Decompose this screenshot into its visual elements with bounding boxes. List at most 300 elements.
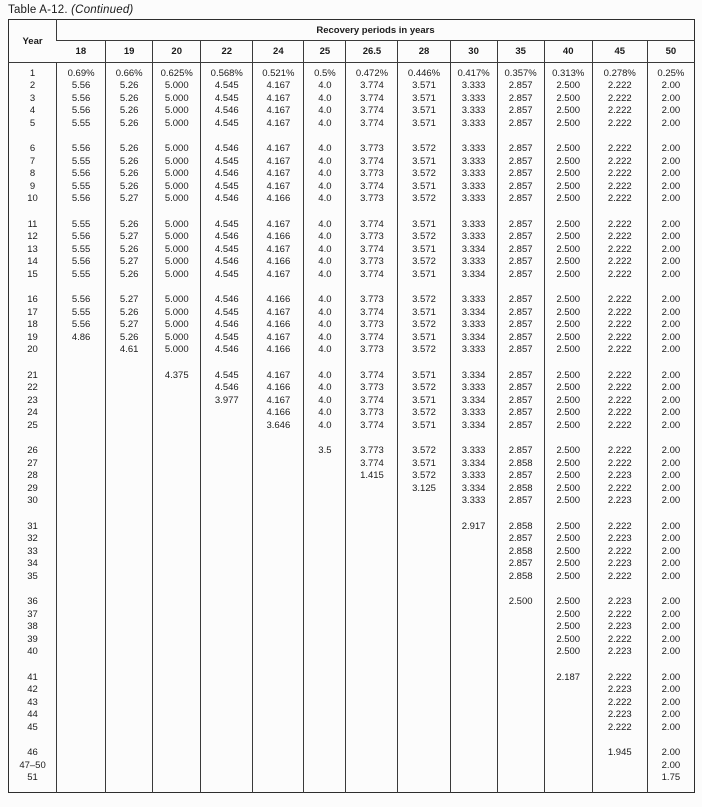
value-cell-19yr: 5.27 bbox=[106, 256, 153, 269]
value-cell-19yr: 5.26 bbox=[106, 306, 153, 319]
value-cell-20yr: 5.000 bbox=[153, 117, 201, 130]
spacer-cell bbox=[201, 658, 253, 671]
value-cell-28yr bbox=[398, 608, 450, 621]
value-cell-35yr: 2.857 bbox=[497, 193, 544, 206]
value-cell-30yr: 3.334 bbox=[450, 419, 497, 432]
value-cell-19yr bbox=[106, 470, 153, 483]
spacer-cell bbox=[450, 281, 497, 294]
spacer-cell bbox=[450, 734, 497, 747]
value-cell-22yr: 4.546 bbox=[201, 105, 253, 118]
spacer-cell bbox=[450, 658, 497, 671]
value-cell-18yr bbox=[57, 445, 106, 458]
value-cell-35yr: 2.857 bbox=[497, 117, 544, 130]
value-cell-26.5yr: 3.773 bbox=[346, 407, 398, 420]
value-cell-40yr: 2.500 bbox=[544, 92, 592, 105]
value-cell-24yr bbox=[253, 684, 304, 697]
spacer-cell bbox=[544, 658, 592, 671]
value-cell-26.5yr bbox=[346, 596, 398, 609]
value-cell-40yr: 2.500 bbox=[544, 545, 592, 558]
table-row-year-26 bbox=[9, 445, 695, 458]
value-cell-25yr: 4.0 bbox=[304, 117, 346, 130]
value-cell-28yr: 3.571 bbox=[398, 369, 450, 382]
value-cell-26.5yr bbox=[346, 545, 398, 558]
value-cell-25yr: 4.0 bbox=[304, 369, 346, 382]
value-cell-45yr: 0.278% bbox=[592, 67, 647, 80]
value-cell-19yr bbox=[106, 621, 153, 634]
value-cell-18yr bbox=[57, 545, 106, 558]
table-row-year-12 bbox=[9, 231, 695, 244]
value-cell-19yr bbox=[106, 445, 153, 458]
value-cell-26.5yr bbox=[346, 520, 398, 533]
value-cell-26.5yr bbox=[346, 621, 398, 634]
year-cell: 13 bbox=[27, 243, 38, 255]
value-cell-18yr: 5.55 bbox=[57, 155, 106, 168]
table-row-year-29 bbox=[9, 482, 695, 495]
column-header-28: 28 bbox=[398, 41, 450, 63]
value-cell-35yr: 2.857 bbox=[497, 256, 544, 269]
value-cell-35yr: 2.858 bbox=[497, 520, 544, 533]
value-cell-22yr bbox=[201, 608, 253, 621]
value-cell-30yr: 3.333 bbox=[450, 168, 497, 181]
value-cell-30yr: 3.333 bbox=[450, 143, 497, 156]
column-header-45: 45 bbox=[592, 41, 647, 63]
value-cell-45yr: 2.222 bbox=[592, 520, 647, 533]
value-cell-45yr: 2.222 bbox=[592, 671, 647, 684]
spacer-cell bbox=[346, 432, 398, 445]
value-cell-24yr bbox=[253, 621, 304, 634]
value-cell-28yr bbox=[398, 696, 450, 709]
group-spacer-row bbox=[9, 130, 695, 143]
value-cell-35yr: 2.857 bbox=[497, 382, 544, 395]
value-cell-50yr: 2.00 bbox=[647, 721, 694, 734]
value-cell-50yr: 2.00 bbox=[647, 520, 694, 533]
year-cell: 14 bbox=[27, 256, 38, 267]
value-cell-20yr bbox=[153, 457, 201, 470]
value-cell-30yr: 3.333 bbox=[450, 231, 497, 244]
spacer-cell bbox=[592, 205, 647, 218]
value-cell-22yr bbox=[201, 495, 253, 508]
value-cell-22yr bbox=[201, 646, 253, 659]
value-cell-19yr bbox=[106, 633, 153, 646]
spacer-cell bbox=[153, 784, 201, 793]
value-cell-40yr: 2.500 bbox=[544, 369, 592, 382]
value-cell-45yr: 2.223 bbox=[592, 709, 647, 722]
value-cell-28yr: 3.572 bbox=[398, 319, 450, 332]
value-cell-22yr: 3.977 bbox=[201, 394, 253, 407]
value-cell-19yr: 5.27 bbox=[106, 319, 153, 332]
value-cell-22yr bbox=[201, 684, 253, 697]
value-cell-20yr bbox=[153, 482, 201, 495]
value-cell-40yr: 2.500 bbox=[544, 80, 592, 93]
spacer-cell bbox=[544, 281, 592, 294]
value-cell-18yr bbox=[57, 344, 106, 357]
value-cell-24yr bbox=[253, 646, 304, 659]
value-cell-24yr bbox=[253, 495, 304, 508]
value-cell-18yr bbox=[57, 621, 106, 634]
spacer-cell bbox=[153, 432, 201, 445]
value-cell-22yr: 0.568% bbox=[201, 67, 253, 80]
value-cell-25yr bbox=[304, 709, 346, 722]
spacer-cell bbox=[201, 356, 253, 369]
value-cell-45yr: 2.222 bbox=[592, 344, 647, 357]
value-cell-45yr: 2.222 bbox=[592, 608, 647, 621]
value-cell-25yr: 4.0 bbox=[304, 180, 346, 193]
spacer-cell bbox=[398, 205, 450, 218]
spacer-cell bbox=[57, 130, 106, 143]
value-cell-24yr: 4.166 bbox=[253, 193, 304, 206]
value-cell-25yr: 4.0 bbox=[304, 105, 346, 118]
value-cell-22yr bbox=[201, 721, 253, 734]
value-cell-35yr bbox=[497, 671, 544, 684]
table-row-year-23 bbox=[9, 394, 695, 407]
value-cell-25yr bbox=[304, 520, 346, 533]
value-cell-45yr: 2.222 bbox=[592, 218, 647, 231]
value-cell-24yr: 0.521% bbox=[253, 67, 304, 80]
table-row-year-22 bbox=[9, 382, 695, 395]
value-cell-30yr bbox=[450, 772, 497, 785]
table-row-year-41 bbox=[9, 671, 695, 684]
value-cell-28yr: 3.571 bbox=[398, 105, 450, 118]
value-cell-20yr bbox=[153, 407, 201, 420]
spacer-cell bbox=[253, 583, 304, 596]
value-cell-45yr: 2.222 bbox=[592, 394, 647, 407]
value-cell-25yr bbox=[304, 671, 346, 684]
value-cell-19yr bbox=[106, 570, 153, 583]
table-row-year-40 bbox=[9, 646, 695, 659]
spacer-cell bbox=[592, 658, 647, 671]
table-row-year-17 bbox=[9, 306, 695, 319]
column-header-20: 20 bbox=[153, 41, 201, 63]
spacer-cell bbox=[450, 583, 497, 596]
value-cell-35yr: 2.857 bbox=[497, 155, 544, 168]
value-cell-20yr: 5.000 bbox=[153, 256, 201, 269]
value-cell-26.5yr bbox=[346, 721, 398, 734]
spacer-cell bbox=[9, 205, 57, 218]
spacer-cell bbox=[9, 734, 57, 747]
group-spacer-row bbox=[9, 658, 695, 671]
value-cell-50yr: 2.00 bbox=[647, 633, 694, 646]
value-cell-40yr: 2.500 bbox=[544, 633, 592, 646]
value-cell-30yr: 3.334 bbox=[450, 482, 497, 495]
value-cell-45yr: 2.222 bbox=[592, 369, 647, 382]
spacer-cell bbox=[544, 130, 592, 143]
value-cell-26.5yr: 3.773 bbox=[346, 319, 398, 332]
column-header-30: 30 bbox=[450, 41, 497, 63]
value-cell-30yr: 3.334 bbox=[450, 457, 497, 470]
value-cell-45yr: 2.222 bbox=[592, 457, 647, 470]
value-cell-25yr: 4.0 bbox=[304, 168, 346, 181]
value-cell-30yr bbox=[450, 545, 497, 558]
value-cell-30yr: 3.334 bbox=[450, 306, 497, 319]
table-row-year-47–50 bbox=[9, 759, 695, 772]
table-body bbox=[9, 63, 695, 793]
group-spacer-row bbox=[9, 281, 695, 294]
value-cell-35yr bbox=[497, 633, 544, 646]
value-cell-45yr: 2.222 bbox=[592, 445, 647, 458]
bottom-padding-row bbox=[9, 784, 695, 793]
value-cell-20yr: 5.000 bbox=[153, 218, 201, 231]
value-cell-35yr: 2.500 bbox=[497, 596, 544, 609]
value-cell-40yr: 2.500 bbox=[544, 319, 592, 332]
value-cell-35yr bbox=[497, 696, 544, 709]
value-cell-20yr: 5.000 bbox=[153, 331, 201, 344]
year-cell: 26 bbox=[27, 445, 38, 456]
value-cell-40yr: 2.500 bbox=[544, 407, 592, 420]
value-cell-26.5yr: 3.773 bbox=[346, 231, 398, 244]
value-cell-28yr bbox=[398, 671, 450, 684]
spacer-cell bbox=[253, 507, 304, 520]
value-cell-19yr: 5.26 bbox=[106, 155, 153, 168]
table-row-year-10 bbox=[9, 193, 695, 206]
value-cell-28yr: 3.572 bbox=[398, 256, 450, 269]
value-cell-35yr bbox=[497, 646, 544, 659]
value-cell-25yr: 0.5% bbox=[304, 67, 346, 80]
value-cell-26.5yr bbox=[346, 608, 398, 621]
spacer-cell bbox=[304, 356, 346, 369]
table-title bbox=[8, 4, 702, 16]
value-cell-35yr: 0.357% bbox=[497, 67, 544, 80]
value-cell-19yr: 5.26 bbox=[106, 180, 153, 193]
value-cell-50yr: 2.00 bbox=[647, 558, 694, 571]
spacer-cell bbox=[398, 432, 450, 445]
value-cell-45yr: 2.223 bbox=[592, 684, 647, 697]
value-cell-22yr bbox=[201, 457, 253, 470]
value-cell-22yr bbox=[201, 671, 253, 684]
value-cell-22yr: 4.545 bbox=[201, 180, 253, 193]
value-cell-20yr bbox=[153, 772, 201, 785]
value-cell-40yr: 2.500 bbox=[544, 419, 592, 432]
table-row-year-42 bbox=[9, 684, 695, 697]
value-cell-18yr bbox=[57, 709, 106, 722]
year-cell: 27 bbox=[27, 457, 38, 469]
spacer-cell bbox=[253, 432, 304, 445]
spacer-cell bbox=[106, 583, 153, 596]
value-cell-18yr bbox=[57, 759, 106, 772]
year-cell: 4 bbox=[29, 105, 36, 116]
value-cell-40yr: 2.500 bbox=[544, 344, 592, 357]
spacer-cell bbox=[450, 130, 497, 143]
value-cell-45yr: 2.223 bbox=[592, 470, 647, 483]
value-cell-40yr bbox=[544, 772, 592, 785]
value-cell-50yr: 2.00 bbox=[647, 470, 694, 483]
value-cell-26.5yr bbox=[346, 747, 398, 760]
value-cell-19yr bbox=[106, 721, 153, 734]
value-cell-28yr bbox=[398, 646, 450, 659]
table-row-year-14 bbox=[9, 256, 695, 269]
value-cell-20yr bbox=[153, 394, 201, 407]
value-cell-40yr: 2.500 bbox=[544, 180, 592, 193]
value-cell-25yr: 4.0 bbox=[304, 231, 346, 244]
spacer-cell bbox=[592, 432, 647, 445]
value-cell-26.5yr bbox=[346, 772, 398, 785]
value-cell-20yr bbox=[153, 445, 201, 458]
value-cell-20yr bbox=[153, 520, 201, 533]
spacer-cell bbox=[346, 734, 398, 747]
value-cell-50yr: 2.00 bbox=[647, 382, 694, 395]
value-cell-50yr: 2.00 bbox=[647, 180, 694, 193]
value-cell-30yr: 3.333 bbox=[450, 105, 497, 118]
value-cell-45yr: 2.223 bbox=[592, 558, 647, 571]
value-cell-30yr: 3.333 bbox=[450, 180, 497, 193]
value-cell-28yr bbox=[398, 596, 450, 609]
spacer-cell bbox=[106, 507, 153, 520]
value-cell-18yr: 5.56 bbox=[57, 105, 106, 118]
value-cell-19yr bbox=[106, 684, 153, 697]
spacer-cell bbox=[544, 432, 592, 445]
value-cell-26.5yr bbox=[346, 482, 398, 495]
year-cell: 17 bbox=[27, 306, 38, 318]
spacer-cell bbox=[450, 205, 497, 218]
value-cell-22yr: 4.546 bbox=[201, 319, 253, 332]
value-cell-30yr: 3.333 bbox=[450, 382, 497, 395]
value-cell-28yr bbox=[398, 633, 450, 646]
spacer-cell bbox=[57, 205, 106, 218]
value-cell-18yr bbox=[57, 772, 106, 785]
value-cell-22yr: 4.546 bbox=[201, 231, 253, 244]
spacer-cell bbox=[592, 281, 647, 294]
value-cell-18yr bbox=[57, 419, 106, 432]
year-cell: 24 bbox=[27, 407, 38, 418]
value-cell-19yr bbox=[106, 482, 153, 495]
spacer-cell bbox=[106, 784, 153, 793]
value-cell-40yr: 2.500 bbox=[544, 445, 592, 458]
value-cell-19yr bbox=[106, 759, 153, 772]
value-cell-35yr: 2.857 bbox=[497, 218, 544, 231]
value-cell-20yr bbox=[153, 470, 201, 483]
value-cell-19yr bbox=[106, 419, 153, 432]
value-cell-30yr: 3.333 bbox=[450, 470, 497, 483]
spacer-cell bbox=[647, 784, 694, 793]
value-cell-30yr bbox=[450, 671, 497, 684]
value-cell-18yr bbox=[57, 520, 106, 533]
value-cell-50yr: 2.00 bbox=[647, 394, 694, 407]
table-row-year-3 bbox=[9, 92, 695, 105]
header-row-top bbox=[9, 20, 695, 41]
value-cell-25yr: 4.0 bbox=[304, 256, 346, 269]
value-cell-28yr: 3.571 bbox=[398, 268, 450, 281]
value-cell-20yr: 5.000 bbox=[153, 243, 201, 256]
value-cell-45yr: 2.222 bbox=[592, 294, 647, 307]
spacer-cell bbox=[153, 734, 201, 747]
year-cell: 16 bbox=[27, 294, 38, 305]
value-cell-25yr bbox=[304, 684, 346, 697]
value-cell-26.5yr: 3.774 bbox=[346, 155, 398, 168]
value-cell-19yr bbox=[106, 747, 153, 760]
value-cell-28yr: 3.571 bbox=[398, 180, 450, 193]
spacer-cell bbox=[9, 784, 57, 793]
value-cell-19yr: 5.26 bbox=[106, 331, 153, 344]
table-row-year-36 bbox=[9, 596, 695, 609]
value-cell-50yr: 2.00 bbox=[647, 608, 694, 621]
year-cell: 8 bbox=[29, 168, 36, 179]
spacer-cell bbox=[346, 784, 398, 793]
value-cell-24yr bbox=[253, 470, 304, 483]
value-cell-50yr: 2.00 bbox=[647, 105, 694, 118]
value-cell-30yr: 3.333 bbox=[450, 319, 497, 332]
value-cell-19yr bbox=[106, 709, 153, 722]
spacer-cell bbox=[592, 784, 647, 793]
value-cell-35yr: 2.858 bbox=[497, 457, 544, 470]
value-cell-18yr: 5.56 bbox=[57, 92, 106, 105]
value-cell-24yr bbox=[253, 696, 304, 709]
year-cell: 15 bbox=[27, 268, 38, 280]
value-cell-40yr bbox=[544, 721, 592, 734]
group-spacer-row bbox=[9, 734, 695, 747]
value-cell-50yr: 2.00 bbox=[647, 268, 694, 281]
value-cell-26.5yr bbox=[346, 558, 398, 571]
spacer-cell bbox=[346, 507, 398, 520]
spacer-cell bbox=[253, 784, 304, 793]
value-cell-30yr bbox=[450, 558, 497, 571]
year-cell: 36 bbox=[27, 596, 38, 607]
value-cell-20yr bbox=[153, 608, 201, 621]
value-cell-22yr: 4.545 bbox=[201, 331, 253, 344]
value-cell-50yr: 2.00 bbox=[647, 747, 694, 760]
value-cell-30yr: 3.334 bbox=[450, 394, 497, 407]
value-cell-28yr: 3.572 bbox=[398, 294, 450, 307]
spacer-cell bbox=[647, 583, 694, 596]
spacer-cell bbox=[398, 583, 450, 596]
value-cell-50yr: 1.75 bbox=[647, 772, 694, 785]
value-cell-30yr bbox=[450, 533, 497, 546]
value-cell-22yr: 4.546 bbox=[201, 256, 253, 269]
value-cell-40yr: 2.500 bbox=[544, 621, 592, 634]
value-cell-18yr: 0.69% bbox=[57, 67, 106, 80]
spacer-cell bbox=[497, 734, 544, 747]
value-cell-50yr: 2.00 bbox=[647, 533, 694, 546]
value-cell-18yr: 5.56 bbox=[57, 256, 106, 269]
value-cell-20yr: 5.000 bbox=[153, 231, 201, 244]
spacer-cell bbox=[346, 205, 398, 218]
value-cell-35yr: 2.857 bbox=[497, 319, 544, 332]
spacer-cell bbox=[450, 507, 497, 520]
value-cell-20yr bbox=[153, 570, 201, 583]
value-cell-40yr: 2.500 bbox=[544, 168, 592, 181]
year-cell: 33 bbox=[27, 545, 38, 557]
spacer-cell bbox=[450, 356, 497, 369]
value-cell-19yr bbox=[106, 671, 153, 684]
value-cell-20yr bbox=[153, 671, 201, 684]
value-cell-22yr bbox=[201, 520, 253, 533]
table-row-year-25 bbox=[9, 419, 695, 432]
value-cell-18yr: 4.86 bbox=[57, 331, 106, 344]
value-cell-25yr bbox=[304, 772, 346, 785]
value-cell-25yr: 4.0 bbox=[304, 394, 346, 407]
year-cell: 40 bbox=[27, 646, 38, 657]
value-cell-22yr: 4.545 bbox=[201, 80, 253, 93]
value-cell-18yr bbox=[57, 394, 106, 407]
value-cell-28yr: 3.572 bbox=[398, 143, 450, 156]
value-cell-20yr: 5.000 bbox=[153, 155, 201, 168]
value-cell-24yr bbox=[253, 570, 304, 583]
value-cell-19yr bbox=[106, 407, 153, 420]
value-cell-18yr bbox=[57, 470, 106, 483]
value-cell-18yr: 5.56 bbox=[57, 193, 106, 206]
table-header bbox=[9, 20, 695, 63]
value-cell-45yr: 2.222 bbox=[592, 231, 647, 244]
year-cell: 5 bbox=[29, 117, 36, 129]
value-cell-40yr: 2.500 bbox=[544, 482, 592, 495]
value-cell-18yr: 5.55 bbox=[57, 218, 106, 231]
value-cell-25yr bbox=[304, 495, 346, 508]
group-spacer-row bbox=[9, 507, 695, 520]
value-cell-26.5yr: 3.773 bbox=[346, 382, 398, 395]
value-cell-35yr: 2.857 bbox=[497, 92, 544, 105]
value-cell-45yr: 2.222 bbox=[592, 268, 647, 281]
value-cell-45yr: 2.222 bbox=[592, 696, 647, 709]
table-row-year-21 bbox=[9, 369, 695, 382]
value-cell-28yr bbox=[398, 520, 450, 533]
